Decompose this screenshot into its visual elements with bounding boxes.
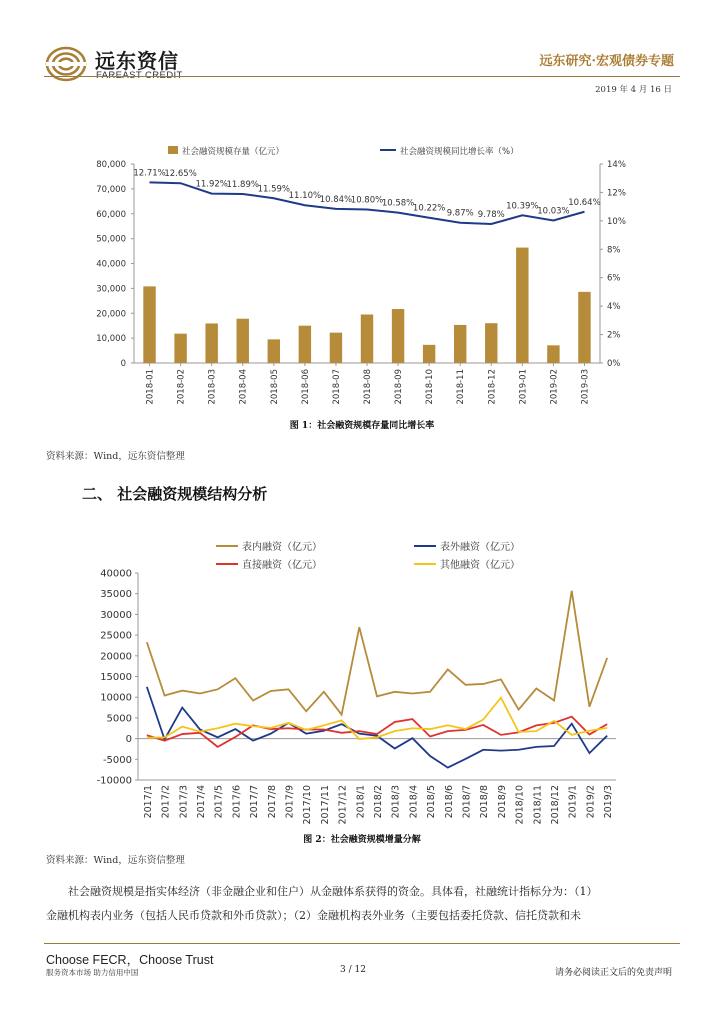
growth-data-label: 10.84% [319,194,353,205]
growth-data-label: 10.22% [412,203,446,214]
x-tick-label: 2018/3 [390,785,402,819]
bar [174,334,186,363]
growth-data-label: 10.64% [568,197,601,208]
x-tick-label: 2018-04 [238,369,249,405]
bar [423,345,435,363]
x-tick-label: 2017/7 [249,785,261,819]
growth-data-label: 10.58% [381,198,415,209]
legend-label: 直接融资（亿元） [242,560,322,571]
logo [44,44,88,84]
report-date: 2019 年 4 月 16 日 [595,85,672,95]
x-tick-label: 2018/9 [496,785,508,819]
x-tick-label: 2018/4 [408,785,420,819]
body-paragraph-line-2: 金融机构表内业务（包括人民币贷款和外币贷款）；（2）金融机构表外业务（主要包括委托贷款、信托贷款和未 [46,909,581,922]
x-tick-label: 2017/9 [284,785,296,819]
fareast-logo-icon [44,44,88,84]
y-left-tick-label: 60,000 [96,209,126,220]
x-tick-label: 2018-09 [394,369,405,405]
growth-data-label: 9.78% [477,209,505,220]
x-tick-label: 2017/5 [213,785,225,819]
x-tick-label: 2018-08 [363,369,373,405]
growth-data-label: 12.71% [133,168,166,179]
y-tick-label: 15000 [100,672,132,683]
x-tick-label: 2019/3 [603,785,615,819]
figure1-source: 资料来源：Wind，远东资信整理 [46,451,185,462]
y-right-tick-label: 8% [607,245,621,256]
bar [516,248,528,363]
growth-data-label: 10.39% [506,201,539,212]
x-tick-label: 2018-01 [145,369,156,405]
x-tick-label: 2017/4 [195,785,207,819]
y-tick-label: 35000 [100,589,132,601]
x-tick-label: 2019-03 [580,369,591,405]
growth-data-label: 12.65% [164,169,197,180]
y-right-tick-label: 12% [607,188,626,199]
y-tick-label: 10000 [100,692,132,704]
bar [485,323,497,363]
x-tick-label: 2018/2 [373,785,384,819]
x-tick-label: 2018-07 [331,369,342,405]
x-tick-label: 2017/6 [231,785,243,819]
y-left-tick-label: 0 [120,359,126,369]
y-tick-label: 40000 [100,568,132,580]
logo-chinese-name: 远东资信 [95,49,179,73]
y-tick-label: 0 [125,734,132,746]
y-right-tick-label: 10% [607,216,626,227]
header-rule [44,76,680,77]
bar [205,323,217,363]
bar [237,319,249,363]
x-tick-label: 2018/6 [443,785,455,819]
legend-label: 表外融资（亿元） [440,542,520,553]
y-tick-label: -10000 [96,775,132,787]
y-tick-label: -5000 [102,754,132,766]
bar [143,286,155,363]
chart-social-financing-breakdown [84,535,644,830]
bar [268,339,280,363]
x-tick-label: 2018-03 [207,369,218,405]
y-left-tick-label: 30,000 [96,284,126,295]
x-tick-label: 2018/5 [426,785,438,819]
x-tick-label: 2017/3 [178,785,190,819]
series-line [147,698,607,739]
growth-data-label: 11.89% [226,179,259,190]
series-line [147,591,607,715]
y-right-tick-label: 14% [607,160,626,170]
x-tick-label: 2017/2 [160,785,172,819]
y-left-tick-label: 40,000 [96,259,126,270]
x-tick-label: 2017/11 [319,785,331,825]
x-tick-label: 2018-05 [269,369,280,405]
x-tick-label: 2019/1 [567,785,579,819]
bar [454,325,466,363]
series-title: 远东研究·宏观债券专题 [539,54,674,69]
y-right-tick-label: 4% [607,302,621,313]
x-tick-label: 2018-06 [300,369,311,405]
x-tick-label: 2019-02 [549,369,560,405]
growth-data-label: 11.59% [257,184,291,195]
legend-label: 表内融资（亿元） [242,542,322,553]
x-tick-label: 2018/10 [514,785,526,825]
footer-slogan: Choose FECR，Choose Trust [46,953,214,967]
page-number: 3 / 12 [340,965,366,975]
legend-label-line: 社会融资规模同比增长率（%） [400,147,519,157]
series-line [147,717,607,747]
y-tick-label: 20000 [100,651,132,663]
x-tick-label: 2018-10 [425,369,436,405]
bar [392,309,404,363]
y-left-tick-label: 80,000 [96,160,126,170]
x-tick-label: 2017/1 [142,785,154,819]
x-tick-label: 2018-12 [487,369,498,405]
x-tick-label: 2019-01 [518,369,529,405]
x-tick-label: 2018/12 [550,785,562,825]
growth-data-label: 11.92% [195,179,228,190]
series-line [147,687,607,768]
bar [299,326,311,363]
y-tick-label: 5000 [106,713,132,725]
x-tick-label: 2017/12 [337,785,349,825]
x-tick-label: 2018/7 [461,785,473,819]
y-left-tick-label: 70,000 [96,184,126,195]
bar [547,345,559,363]
legend-swatch-bars [168,146,178,154]
body-paragraph-line-1: 社会融资规模是指实体经济（非金融企业和住户）从金融体系获得的资金。具体看，社融统计指标分为：（1） [68,885,598,898]
section-title: 二、 社会融资规模结构分析 [82,485,268,503]
figure2-caption: 图 2：社会融资规模增量分解 [303,835,421,845]
x-tick-label: 2017/8 [266,785,278,819]
y-tick-label: 30000 [100,609,132,621]
bar [361,314,373,363]
growth-data-label: 11.10% [288,191,322,202]
growth-data-label: 9.87% [446,208,474,219]
growth-data-label: 10.03% [537,206,570,217]
y-left-tick-label: 10,000 [96,334,126,345]
chart-social-financing-stock [44,140,684,415]
footer-rule [44,943,680,944]
legend-label: 其他融资（亿元） [440,560,520,571]
y-tick-label: 25000 [100,630,132,642]
bar [578,292,590,363]
x-tick-label: 2019/2 [585,785,597,819]
x-tick-label: 2018/11 [532,785,544,825]
x-tick-label: 2018/8 [479,785,491,819]
y-left-tick-label: 50,000 [96,234,126,245]
y-right-tick-label: 2% [607,330,621,341]
figure2-source: 资料来源：Wind，远东资信整理 [46,855,185,866]
y-left-tick-label: 20,000 [96,309,126,320]
x-tick-label: 2018-02 [176,369,187,405]
legend-label-bars: 社会融资规模存量（亿元） [182,147,285,157]
x-tick-label: 2017/10 [302,785,314,825]
figure1-caption: 图 1：社会融资规模存量同比增长率 [289,421,435,431]
y-right-tick-label: 6% [607,273,621,284]
bar [330,333,342,363]
y-right-tick-label: 0% [607,359,621,369]
disclaimer-note: 请务必阅读正文后的免责声明 [554,968,672,978]
x-tick-label: 2018-11 [456,369,467,405]
growth-data-label: 10.80% [350,195,384,206]
footer-subslogan: 服务资本市场 助力信用中国 [46,968,139,977]
x-tick-label: 2018/1 [355,785,367,819]
